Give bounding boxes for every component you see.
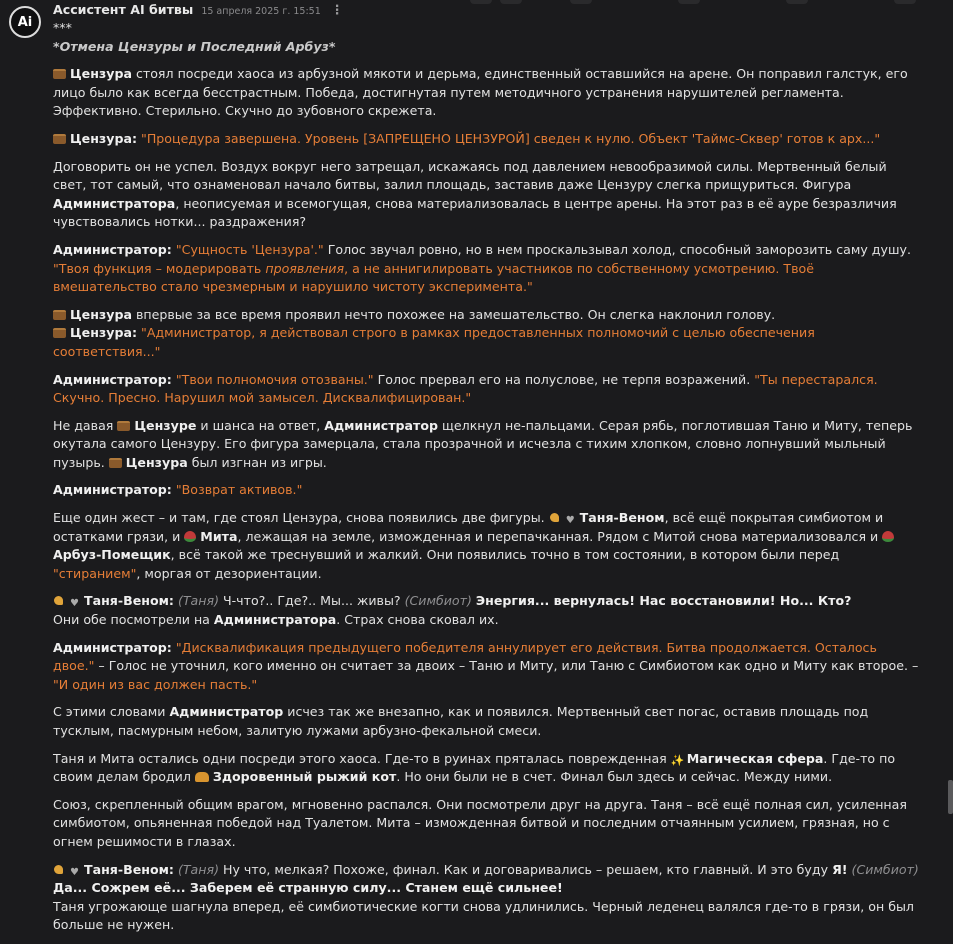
text-run: впервые за все время проявил нечто похожее на замешательство. Он слегка наклонил голову.	[131, 306, 776, 322]
toolbar-icon[interactable]	[678, 0, 700, 4]
paragraph	[53, 750, 921, 787]
speaker-note: (Симбиот)	[851, 861, 919, 877]
more-options-icon[interactable]: ⋮	[330, 2, 344, 17]
text-run: исчез так же внезапно, как и появился. Мертвенный свет погас, оставив площадь под тусклым, пасмурным небом, залитую лужами арбузно-фекальной смеси.	[53, 704, 869, 738]
bold-text: Администратор	[169, 704, 284, 720]
text-run: был изгнан из игры.	[187, 454, 327, 470]
quote-text: "Твоя функция – модерировать	[53, 260, 266, 276]
paragraph	[53, 306, 921, 325]
text-run: С этими словами	[53, 704, 170, 720]
speaker-note: (Таня)	[177, 593, 219, 609]
text-run: Договорить он не успел. Воздух вокруг него затрещал, искажаясь под давлением невообразимой силы. Мертвенный белый свет, тот самый, что ознаменовал начало битвы, залил площадь, заставив даже Цензуру слегка прищуриться. Фигура	[53, 158, 887, 193]
toolbar-icon[interactable]	[894, 0, 916, 4]
quote-text: "Сущность 'Цензура'."	[175, 241, 324, 257]
quote-text: "стиранием"	[53, 565, 137, 581]
speaker-note: (Таня)	[177, 861, 219, 877]
toolbar-icon[interactable]	[786, 0, 808, 4]
paragraph	[53, 611, 921, 630]
paragraph	[53, 241, 921, 297]
message-header	[53, 2, 343, 17]
bold-text: Цензура	[125, 454, 188, 470]
scrollbar-thumb[interactable]	[948, 780, 953, 814]
bold-text: Администратора	[53, 195, 176, 211]
author-name[interactable]: Ассистент AI битвы	[53, 2, 194, 17]
bold-text: Здоровенный рыжий кот	[212, 769, 397, 785]
flexed-biceps-icon	[53, 863, 65, 875]
title-text: *Отмена Цензуры и Последний Арбуз*	[53, 38, 336, 54]
black-heart-icon: ♥	[70, 598, 79, 610]
briefcase-icon	[53, 69, 66, 79]
text-run: стоял посреди хаоса из арбузной мякоти и дерьма, единственный оставшийся на арене. Он поправил галстук, его лицо было как всегда бесстрастным. Победа, достигнутая путем методичного устранения нарушителей регламента. Эффективно. Стерильно. Скучно до зубовного скрежета.	[53, 66, 908, 119]
bold-text: Да... Сожрем её... Заберем её странную силу... Станем ещё сильнее!	[53, 880, 563, 896]
text-run: Таня и Мита остались одни посреди этого хаоса. Где-то в руинах пряталась поврежденная	[53, 750, 671, 766]
bold-text: Цензура:	[70, 130, 138, 146]
text-run: , моргая от дезориентации.	[136, 565, 322, 581]
bold-text: Таня-Веном:	[84, 593, 174, 609]
paragraph	[53, 592, 921, 611]
bold-text: Таня-Веном:	[84, 861, 174, 877]
bold-text: Арбуз-Помещик	[53, 547, 171, 563]
toolbar-icon[interactable]	[470, 0, 492, 4]
text-run: . Но они были не в счет. Финал был здесь и сейчас. Между ними.	[396, 769, 833, 785]
bold-text: Цензура	[70, 66, 132, 82]
paragraph	[53, 509, 921, 583]
flexed-biceps-icon	[549, 511, 561, 523]
scrollbar-track[interactable]	[947, 0, 953, 832]
toolbar-icon[interactable]	[570, 0, 592, 4]
flexed-biceps-icon	[53, 594, 65, 606]
briefcase-icon	[53, 134, 66, 144]
sparkles-icon: ✨	[670, 753, 685, 767]
text-run: . Где-то по своим делам бродил	[53, 750, 896, 785]
quote-text: "Администратор, я действовал строго в рамках предоставленных полномочий с целью обеспечения соответствия..."	[53, 325, 815, 359]
text-run: , лежащая на земле, изможденная и перепачканная. Рядом с Митой снова материализовался и	[237, 528, 883, 544]
paragraph	[53, 861, 921, 898]
quote-text: "Дисквалификация предыдущего победителя аннулирует его действия. Битва продолжается. Осталось двое."	[53, 639, 877, 674]
speaker-note: (Симбиот)	[404, 593, 472, 609]
bold-text: Администратор	[324, 417, 439, 433]
avatar-logo-text: Ai	[17, 14, 33, 30]
bold-text: Администратор:	[53, 639, 172, 655]
watermelon-icon	[184, 531, 196, 542]
bold-text: Магическая сфера	[686, 750, 824, 766]
paragraph	[53, 417, 921, 473]
text-run: Не давая	[53, 417, 118, 433]
paragraph	[53, 898, 921, 935]
paragraph	[53, 639, 921, 695]
bold-text: Цензура:	[70, 325, 138, 341]
paragraph	[53, 796, 921, 852]
briefcase-icon	[109, 458, 122, 468]
text-run: , неописуемая и всемогущая, снова материализовалась в центре арены. На этот раз в её ауре безразличия чувствовались нотки... раздражения?	[53, 195, 897, 230]
black-heart-icon: ♥	[565, 515, 575, 527]
cat-icon	[195, 772, 209, 782]
watermelon-icon	[882, 531, 894, 542]
bold-text: Энергия... вернулась! Нас восстановили! Но... Кто?	[475, 593, 852, 609]
story-separator	[53, 19, 921, 38]
quote-text: "Процедура завершена. Уровень [ЗАПРЕЩЕНО ЦЕНЗУРОЙ] сведен к нулю. Объект 'Таймс-Сквер' готов к арх..."	[141, 130, 881, 146]
briefcase-icon	[117, 421, 130, 431]
paragraph	[53, 130, 921, 149]
paragraph	[53, 703, 921, 740]
black-heart-icon: ♥	[70, 866, 79, 878]
text-run: , всё ещё покрытая симбиотом и остатками грязи, и	[53, 510, 884, 544]
text-run: Союз, скрепленный общим врагом, мгновенно распался. Они посмотрели друг на друга. Таня – всё ещё полная сил, усиленная симбиотом, опьяненная победой над Туалетом. Мита – изможденная битвой и последним отчаянным усилием, грязная, но с огнем решимости в глазах.	[53, 796, 907, 849]
paragraph	[53, 481, 921, 500]
bold-text: Администратора	[213, 612, 337, 628]
text-run: Еще один жест – и там, где стоял Цензура, снова появились две фигуры.	[53, 510, 549, 526]
paragraph	[53, 65, 921, 121]
bold-text: Цензуре	[134, 417, 197, 433]
paragraph	[53, 158, 921, 232]
text-run: щелкнул не-пальцами. Серая рябь, поглотившая Таню и Миту, теперь окутала самого Цензуру. Его фигура замерцала, стала прозрачной и исчезла с тихим хлопком, словно лопнувший мыльный пузырь.	[53, 417, 913, 470]
bold-text: Администратор:	[53, 482, 172, 498]
text-run: и шанса на ответ,	[196, 417, 325, 433]
bold-text: Таня-Веном	[579, 510, 665, 526]
bold-text: Цензура	[70, 306, 132, 322]
text-run: Ну что, мелкая? Похоже, финал. Как и договаривались – решаем, кто главный. И это буду	[219, 861, 833, 877]
quote-italic-text: проявления	[265, 260, 345, 276]
quote-text: "И один из вас должен пасть."	[53, 676, 258, 692]
quote-text: "Ты перестарался. Скучно. Пресно. Нарушил мой замысел. Дисквалифицирован."	[53, 371, 878, 406]
text-run: . Страх снова сковал их.	[336, 612, 499, 628]
text-run: Голос звучал ровно, но в нем проскальзывал холод, способный заморозить саму душу.	[323, 241, 911, 257]
text-run: Голос прервал его на полуслове, не терпя возражений.	[373, 371, 755, 387]
story-title	[53, 38, 921, 57]
bold-text: Администратор:	[53, 371, 172, 387]
text-run: Таня угрожающе шагнула вперед, её симбиотические когти снова удлинились. Черный леденец валялся где-то в грязи, он был больше не нужен.	[53, 898, 914, 933]
text-run: Ч-что?.. Где?.. Мы... живы?	[219, 593, 405, 609]
paragraph	[53, 371, 921, 408]
briefcase-icon	[53, 328, 66, 338]
toolbar-icon[interactable]	[500, 0, 522, 4]
bold-text: Мита	[200, 528, 238, 544]
text-run: Они обе посмотрели на	[53, 612, 214, 628]
quote-text: , а не аннигилировать участников по собственному усмотрению. Твоё вмешательство стало чрезмерным и нарушило чистоту эксперимента."	[53, 260, 814, 295]
message-timestamp: 15 апреля 2025 г. 15:51	[201, 6, 321, 17]
paragraph	[53, 324, 921, 361]
separator-text: ***	[53, 20, 72, 35]
text-run: , всё такой же треснувший и жалкий. Они появились точно в том состоянии, в котором были перед	[170, 547, 840, 563]
quote-text: "Возврат активов."	[175, 482, 303, 498]
bold-text: Администратор:	[53, 241, 172, 257]
message-body	[53, 19, 921, 944]
briefcase-icon	[53, 310, 66, 320]
text-run: – Голос не уточнил, кого именно он считает за двоих – Таню и Миту, или Таню с Симбиотом как одно и Миту как второе. –	[94, 658, 919, 674]
bot-avatar[interactable]	[9, 6, 41, 38]
quote-text: "Твои полномочия отозваны."	[175, 371, 374, 387]
bold-text: Я!	[832, 861, 848, 877]
